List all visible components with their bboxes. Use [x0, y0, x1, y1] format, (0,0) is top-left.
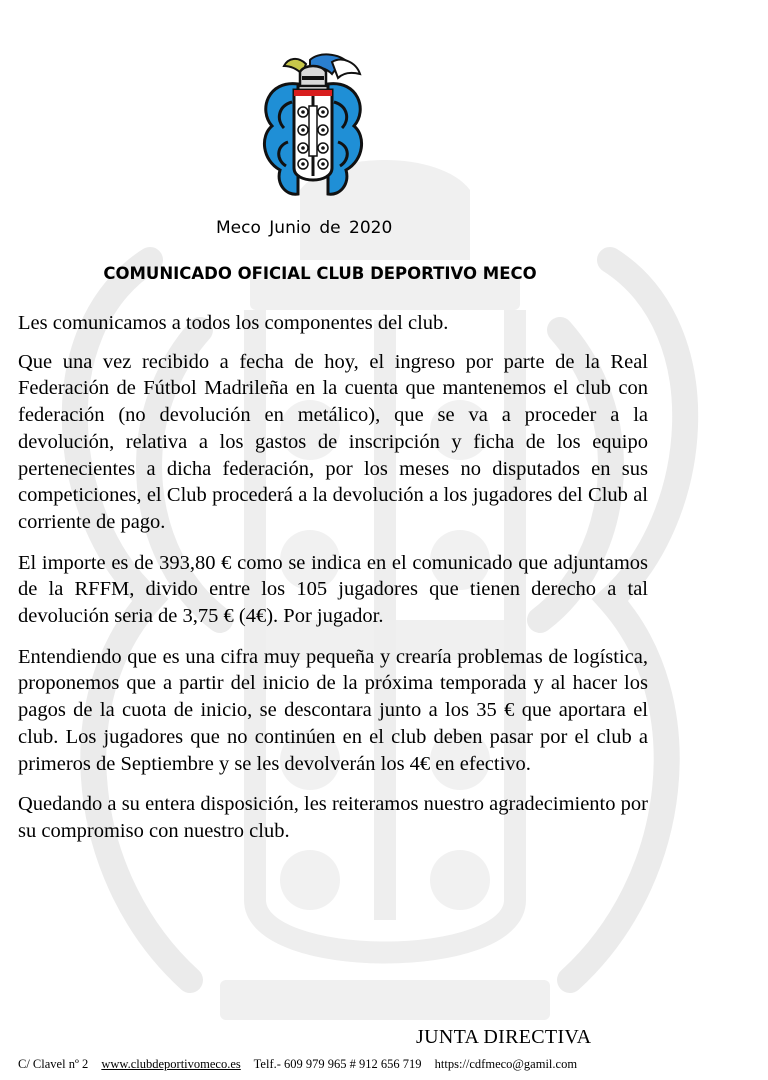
signature: JUNTA DIRECTIVA — [416, 1026, 592, 1048]
paragraph-closing: Quedando a su entera disposición, les reiteramos nuestro agradecimiento por su compromiso con nuestro club. — [18, 793, 648, 842]
page-title — [0, 264, 640, 283]
footer-phones: Telf.- 609 979 965 # 912 656 719 — [253, 1057, 422, 1071]
paragraph-intro: Les comunicamos a todos los componentes del club. — [18, 312, 449, 334]
title-text: COMUNICADO OFICIAL CLUB DEPORTIVO MECO — [103, 264, 537, 283]
footer-email[interactable]: https://cdfmeco@gamil.com — [434, 1057, 578, 1071]
club-crest-logo — [258, 50, 368, 205]
footer-address: C/ Clavel nº 2 — [18, 1057, 89, 1071]
paragraph-refund: Que una vez recibido a fecha de hoy, el ingreso por parte de la Real Federación de Fútbol Madrileña en la cuenta que mantenemos el club con federación (no devolución en metálico), que se va a proceder a la devolución, relativa a los gastos de inscripción y ficha de los equipo pertenecientes a dicha federación, por los meses no disputados en sus competiciones, el Club procederá a la devolución a los jugadores del Club al corriente de pago. — [18, 350, 648, 533]
footer-website-link[interactable]: www.clubdeportivomeco.es — [101, 1057, 241, 1071]
letter-body — [18, 310, 648, 859]
date-line: Meco Junio de 2020 — [216, 218, 393, 238]
footer — [18, 1057, 758, 1072]
paragraph-amount: El importe es de 393,80 € como se indica en el comunicado que adjuntamos de la RFFM, divido entre los 105 jugadores que tienen derecho a tal devolución seria de 3,75 € (4€). Por jugador. — [18, 551, 648, 628]
paragraph-proposal: Entendiendo que es una cifra muy pequeña y crearía problemas de logística, proponemos que a partir del inicio de la próxima temporada y al hacer los pagos de la cuota de inicio, se descontara junto a los 35 € que aportara el club. Los jugadores que no continúen en el club deben pasar por el club a primeros de Septiembre y se les devolverán los 4€ en efectivo. — [18, 645, 648, 775]
